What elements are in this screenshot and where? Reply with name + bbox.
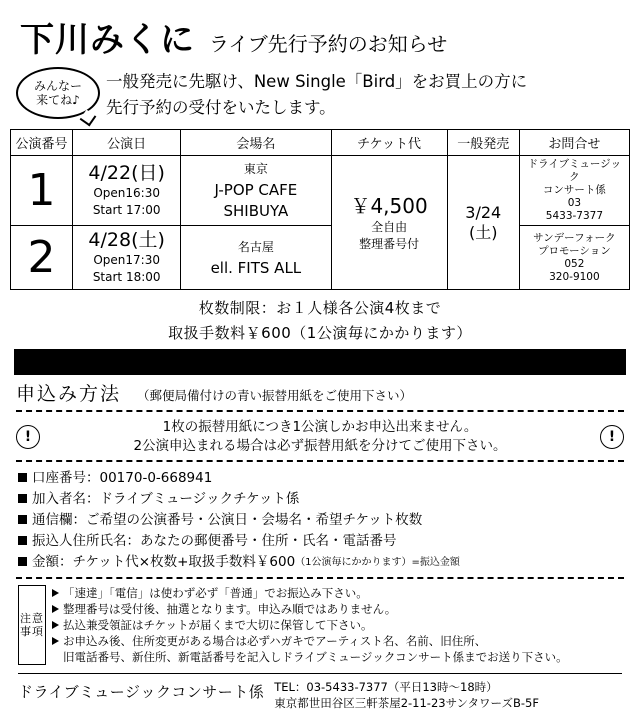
warning-text	[40, 418, 600, 456]
column-header-price: チケット代	[331, 130, 447, 156]
show-date	[73, 156, 181, 226]
ticket-limit-note: 枚数制限：お１人様各公演4枚まで	[198, 299, 442, 317]
list-item	[18, 489, 622, 510]
list-item	[18, 468, 622, 489]
caution-item-label: 払込兼受領証はチケットが届くまで大切に保管して下さい。	[63, 618, 373, 632]
list-item	[52, 601, 622, 617]
price-note-1: 全自由	[371, 219, 408, 234]
contact-cell	[519, 156, 629, 226]
triangle-bullet-icon	[52, 621, 59, 629]
column-header-no: 公演番号	[11, 130, 73, 156]
square-bullet-icon	[18, 515, 27, 524]
price-amount: ￥4,500	[350, 193, 428, 218]
show-number: 2	[11, 226, 73, 290]
header	[10, 0, 630, 63]
venue-name-2: SHIBUYA	[223, 202, 289, 220]
caution-item-label: 整理番号は受付後、抽選となります。申込み順ではありません。	[63, 602, 397, 616]
table-row	[11, 156, 630, 226]
howto-header	[16, 379, 624, 406]
venue-name-1: ell. FITS ALL	[210, 258, 302, 277]
page-title: ライブ先行予約のお知らせ	[209, 32, 448, 56]
contact-name-1: サンデーフォーク	[533, 231, 616, 244]
square-bullet-icon	[18, 494, 27, 503]
caution-items	[46, 585, 622, 665]
venue-city: 名古屋	[237, 239, 274, 254]
contact-tel-2: 5433-7377	[545, 210, 604, 222]
howto-title: 申込み方法	[16, 383, 122, 405]
list-item	[18, 552, 622, 573]
speech-bubble	[16, 67, 100, 119]
list-item	[52, 617, 622, 633]
exclamation-icon: !	[600, 425, 624, 449]
application-details	[18, 468, 622, 573]
show-number: 1	[11, 156, 73, 226]
artist-name: 下川みくに	[20, 20, 195, 60]
black-divider-bar	[14, 349, 626, 375]
warning-line-1: 1枚の振替用紙につき1公演しかお申込出来ません。	[162, 419, 478, 435]
contact-name-2: コンサート係	[542, 184, 606, 196]
dashed-divider	[16, 460, 624, 462]
caution-label: 注意事項	[18, 585, 46, 665]
subheader	[10, 63, 630, 127]
show-date-main: 4/28(土)	[88, 229, 165, 251]
venue-cell	[181, 156, 331, 226]
show-date-main: 4/22(日)	[88, 162, 165, 184]
intro-text	[106, 65, 527, 121]
contact-name-1: ドライブミュージック	[527, 158, 622, 183]
footer-contact	[274, 679, 539, 711]
list-item-label: 金額：チケット代×枚数+取扱手数料￥600	[32, 554, 296, 570]
list-item-label: 振込人住所氏名：あなたの郵便番号・住所・氏名・電話番号	[32, 533, 397, 549]
venue-city: 東京	[243, 162, 268, 176]
list-item-label: 口座番号：00170-0-668941	[32, 470, 213, 486]
bubble-line-1: みんなー	[33, 79, 82, 93]
price-cell	[331, 156, 447, 290]
contact-tel-2: 320-9100	[549, 270, 600, 283]
column-header-date: 公演日	[73, 130, 181, 156]
warning-line-2: 2公演申込まれる場合は必ず振替用紙を分けてご使用下さい。	[133, 438, 507, 454]
dashed-divider	[16, 410, 624, 412]
venue-name-1: J-POP CAFE	[214, 181, 298, 199]
show-start-time: Start 18:00	[92, 270, 161, 284]
caution-item-label: お申込み後、住所変更がある場合は必ずハガキでアーティスト名、名前、旧住所、	[63, 634, 487, 648]
exclamation-icon: !	[16, 425, 40, 449]
general-sale-day: (土)	[468, 222, 498, 242]
list-item-note: （1公演毎にかかります）=振込金額	[295, 557, 460, 568]
table-header-row	[11, 130, 630, 156]
price-note-2: 整理番号付	[359, 236, 420, 251]
list-item-label: 通信欄：ご希望の公演番号・公演日・会場名・希望チケット枚数	[32, 512, 423, 528]
show-open-time: Open16:30	[93, 186, 160, 200]
intro-line-1: 一般発売に先駆け、New Single「Bird」をお買上の方に	[106, 72, 528, 91]
square-bullet-icon	[18, 473, 27, 482]
list-item-label: 加入者名：ドライブミュージックチケット係	[32, 491, 300, 507]
venue-cell	[181, 226, 331, 290]
howto-subtitle: （郵便局備付けの青い振替用紙をご使用下さい）	[137, 388, 413, 403]
show-open-time: Open17:30	[93, 253, 160, 267]
contact-name-2: プロモーション	[538, 244, 611, 257]
show-date	[73, 226, 181, 290]
show-start-time: Start 17:00	[92, 203, 161, 217]
triangle-bullet-icon	[52, 637, 59, 645]
contact-cell	[519, 226, 629, 290]
column-header-venue: 会場名	[181, 130, 331, 156]
handling-fee-note: 取扱手数料￥600（1公演毎にかかります）	[168, 324, 472, 342]
caution-item-label: 「速達」「電信」は使わず必ず「普通」でお振込み下さい。	[63, 586, 368, 600]
footer-organizer: ドライブミュージックコンサート係	[18, 683, 265, 701]
contact-tel-1: 052	[564, 257, 585, 270]
triangle-bullet-icon	[52, 605, 59, 613]
warning-block	[16, 418, 624, 456]
list-item	[52, 585, 622, 601]
square-bullet-icon	[18, 536, 27, 545]
caution-item-label: 旧電話番号、新住所、新電話番号を記入しドライブミュージックコンサート係までお送り下さい。	[63, 650, 568, 664]
caution-box	[18, 585, 622, 665]
triangle-bullet-icon	[52, 589, 59, 597]
contact-tel-1: 03	[567, 197, 582, 209]
footer-address: 東京都世田谷区三軒茶屋2-11-23サンタワーズB-5F	[274, 696, 539, 710]
general-sale-cell	[447, 156, 519, 290]
table-row	[11, 226, 630, 290]
schedule-table	[10, 129, 630, 290]
list-item	[52, 649, 622, 665]
dashed-divider	[16, 577, 624, 579]
list-item	[18, 510, 622, 531]
column-header-sale: 一般発売	[447, 130, 519, 156]
bubble-line-2: 来てね♪	[36, 93, 80, 107]
footer	[18, 673, 622, 711]
intro-line-2: 先行予約の受付をいたします。	[106, 98, 336, 117]
list-item	[18, 531, 622, 552]
general-sale-date: 3/24	[465, 202, 502, 222]
footer-tel: TEL：03-5433-7377（平日13時〜18時）	[274, 680, 498, 694]
column-header-contact: お問合せ	[519, 130, 629, 156]
list-item	[52, 633, 622, 649]
square-bullet-icon	[18, 557, 27, 566]
